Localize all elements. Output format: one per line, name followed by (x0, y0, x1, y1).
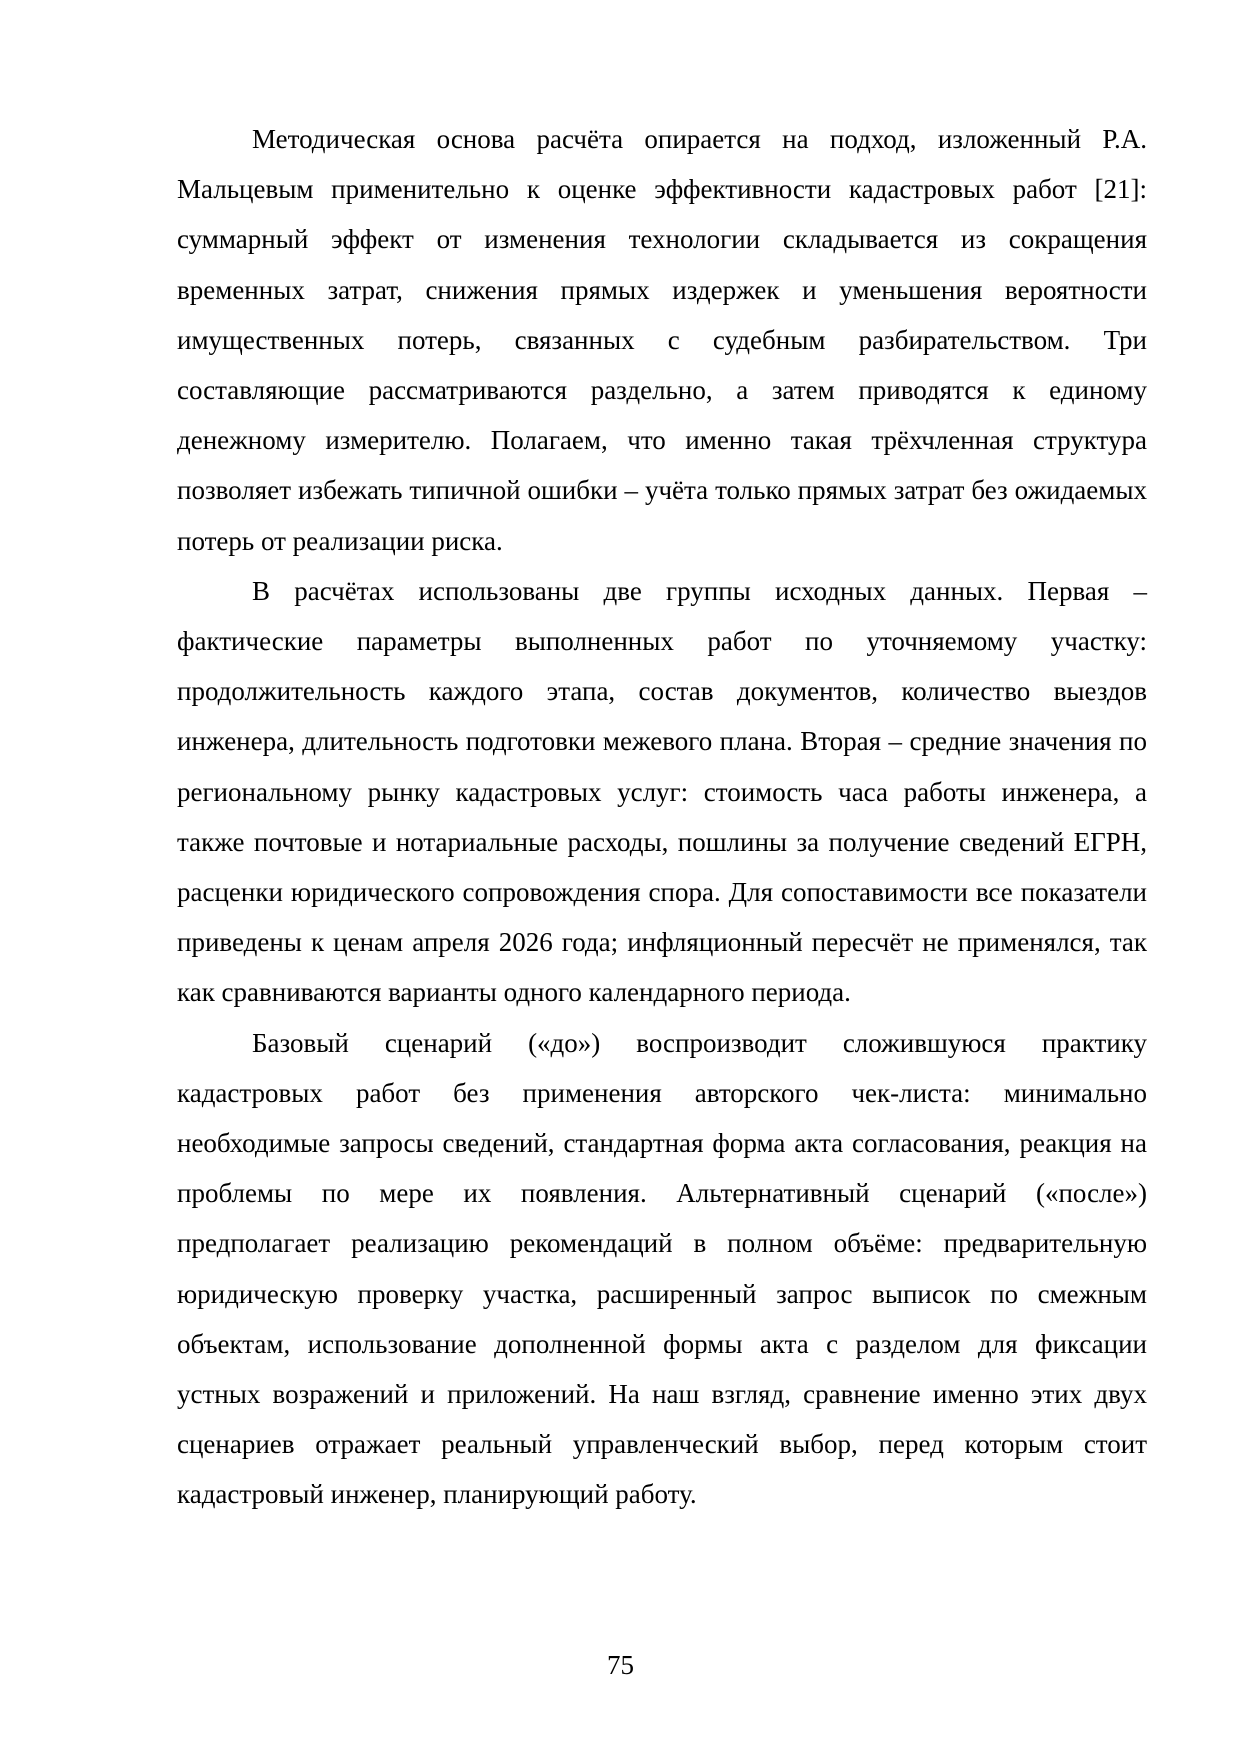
paragraph-2: В расчётах использованы две группы исходных данных. Первая – фактические параметры выполненных работ по уточняемому участку: продолжительность каждого этапа, состав документов, количество выездов инженера, длительность подготовки межевого плана. Вторая – средние значения по региональному рынку кадастровых услуг: стоимость часа работы инженера, а также почтовые и нотариальные расходы, пошлины за получение сведений ЕГРН, расценки юридического сопровождения спора. Для сопоставимости все показатели приведены к ценам апреля 2026 года; инфляционный пересчёт не применялся, так как сравниваются варианты одного календарного периода. (177, 575, 1147, 1008)
page-number: 75 (607, 1650, 634, 1680)
paragraph-1: Методическая основа расчёта опирается на подход, изложенный Р.А. Мальцевым применительно к оценке эффективности кадастровых работ [21]: суммарный эффект от изменения технологии складывается из сокращения временных затрат, снижения прямых издержек и уменьшения вероятности имущественных потерь, связанных с судебным разбирательством. Три составляющие рассматриваются раздельно, а затем приводятся к единому денежному измерителю. Полагаем, что именно такая трёхчленная структура позволяет избежать типичной ошибки – учёта только прямых затрат без ожидаемых потерь от реализации риска. (177, 124, 1147, 556)
body-text (177, 114, 1147, 1520)
paragraph-3: Базовый сценарий («до») воспроизводит сложившуюся практику кадастровых работ без применения авторского чек-листа: минимально необходимые запросы сведений, стандартная форма акта согласования, реакция на проблемы по мере их появления. Альтернативный сценарий («после») предполагает реализацию рекомендаций в полном объёме: предварительную юридическую проверку участка, расширенный запрос выписок по смежным объектам, использование дополненной формы акта с разделом для фиксации устных возражений и приложений. На наш взгляд, сравнение именно этих двух сценариев отражает реальный управленческий выбор, перед которым стоит кадастровый инженер, планирующий работу. (177, 1027, 1147, 1510)
